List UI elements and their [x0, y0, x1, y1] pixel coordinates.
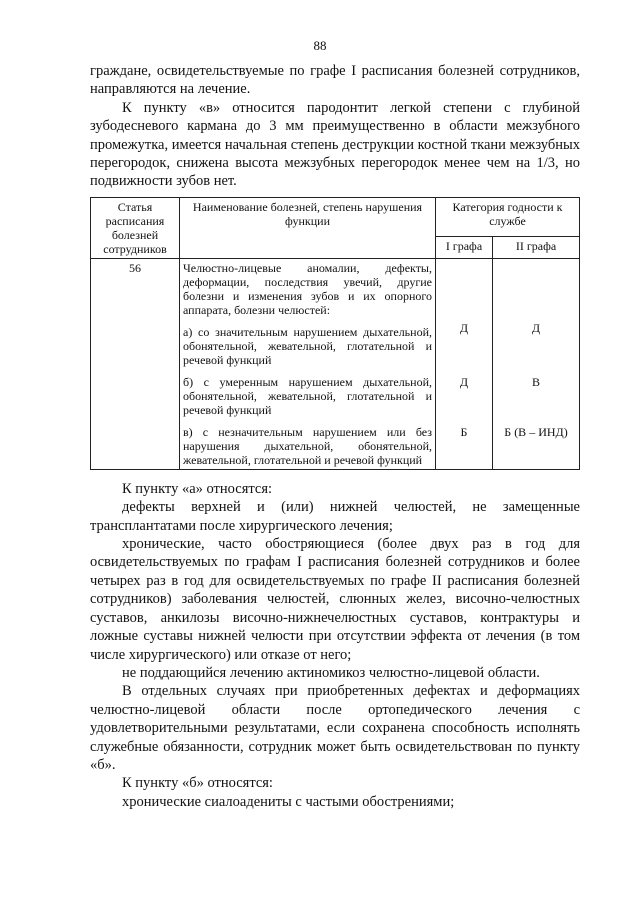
row-b-text: б) с умеренным нарушением дыхательной, обонятельной, жевательной, глотательной и речевой функций [183, 374, 432, 417]
disease-table [90, 197, 580, 470]
paragraph: В отдельных случаях при приобретенных дефектах и деформациях челюстно-лицевой области после ортопедического лечения с удовлетворительными результатами, если сохранена способность исполнять служебные обязанности, сотрудник может быть освидетельствован по пункту «б». [90, 683, 580, 773]
row-c-grade1: Б [460, 424, 468, 439]
disease-intro: Челюстно-лицевые аномалии, дефекты, деформации, последствия увечий, другие болезни и изменения зубов и их опорного аппарата, болезни челюстей: [183, 260, 432, 317]
document-body [90, 62, 580, 811]
header-grade1: I графа [436, 236, 493, 258]
header-grade2: II графа [493, 236, 580, 258]
row-a-grade1: Д [459, 320, 469, 335]
grade2-column [493, 258, 580, 469]
row-c-grade2: Б (В – ИНД) [504, 424, 568, 439]
paragraph: К пункту «б» относятся: [122, 775, 273, 792]
paragraph: хронические сиалоадениты с частыми обострениями; [122, 793, 455, 810]
row-b-grade1: Д [459, 374, 469, 389]
paragraph: К пункту «в» относится пародонтит легкой степени с глубиной зубодесневого кармана до 3 мм преимущественно в области межзубного промежутка, имеется начальная степень деструкции костной ткани межзубных перегородок, снижена высота межзубных перегородок менее чем на 1/3, но подвижности зубов нет. [90, 99, 580, 190]
row-c-text: в) с незначительным нарушением или без нарушения дыхательной, обонятельной, жевательной, глотательной и речевой функций [183, 424, 432, 467]
header-name: Наименование болезней, степень нарушения функции [180, 197, 436, 258]
row-a-grade2: Д [531, 320, 541, 335]
header-category: Категория годности к службе [436, 197, 580, 236]
paragraph: дефекты верхней и (или) нижней челюстей, не замещенные трансплантатами после хирургического лечения; [90, 499, 580, 534]
article-number: 56 [91, 258, 180, 469]
row-a-text: а) со значительным нарушением дыхательной, обонятельной, жевательной, глотательной и речевой функций [183, 324, 432, 367]
grade1-column [436, 258, 493, 469]
paragraph: не поддающийся лечению актиномикоз челюстно-лицевой области. [122, 664, 540, 681]
header-article: Статья расписания болезней сотрудников [91, 197, 180, 258]
disease-description [180, 258, 436, 469]
paragraph: К пункту «а» относятся: [122, 480, 273, 497]
paragraph: граждане, освидетельствуемые по графе I расписания болезней сотрудников, направляются на лечение. [90, 63, 580, 98]
paragraph: хронические, часто обостряющиеся (более двух раз в год для освидетельствуемых по графам I расписания болезней сотрудников и более четырех раз в год для освидетельствуемых по графе II расписания болезней сотрудников) заболевания челюстей, слюнных желез, височно-челюстных суставов, анкилозы височно-нижнечелюстных суставов, контрактуры и ложные суставы нижней челюсти при отсутствии эффекта от лечения (в том числе хирургического) или отказе от него; [90, 536, 580, 663]
row-b-grade2: В [531, 374, 540, 389]
page-number: 88 [313, 38, 327, 53]
